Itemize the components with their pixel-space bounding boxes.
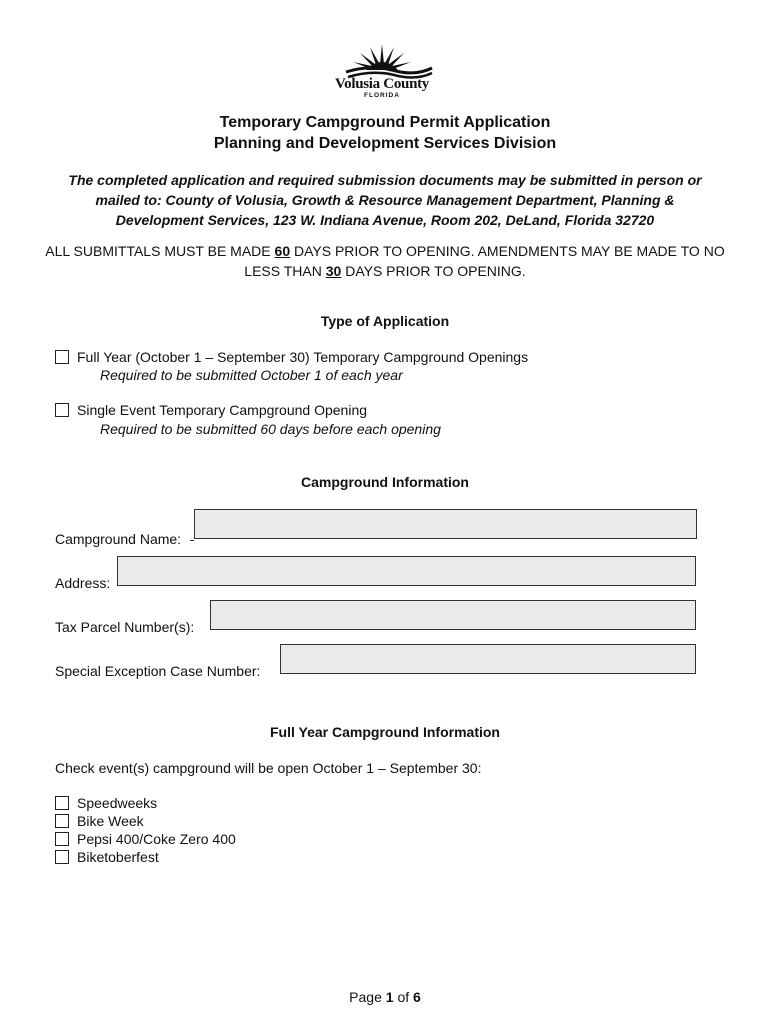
submission-instructions: [30, 170, 740, 230]
single-event-option-label: Single Event Temporary Campground Opening: [77, 402, 368, 418]
notice-days-opening: 60: [274, 243, 291, 259]
campground-name-label: Campground Name:: [55, 531, 182, 547]
biketoberfest-label: Biketoberfest: [77, 849, 159, 865]
type-of-application-heading: Type of Application: [320, 313, 450, 329]
special-exception-label: Special Exception Case Number:: [55, 663, 261, 679]
page-prefix: Page: [349, 989, 386, 1005]
campground-information-heading: Campground Information: [301, 474, 469, 490]
logo-state: FLORIDA: [364, 92, 400, 99]
notice-days-amendment: 30: [325, 263, 342, 279]
field-underline: [190, 540, 194, 541]
division-title: Planning and Development Services Division: [213, 135, 557, 152]
deadline-notice: [40, 241, 730, 281]
special-exception-input[interactable]: [280, 644, 696, 674]
instruction-line: mailed to: County of Volusia, Growth & Resource Management Department, Planning &: [95, 192, 675, 208]
sun-logo-icon: [326, 34, 438, 80]
events-prompt: Check event(s) campground will be open October 1 – September 30:: [55, 760, 482, 776]
page-separator: of: [393, 989, 414, 1005]
speedweeks-label: Speedweeks: [77, 795, 158, 811]
logo-county-name: Volusia County: [334, 76, 430, 92]
pepsi-400-checkbox[interactable]: [55, 832, 69, 846]
tax-parcel-input[interactable]: [210, 600, 696, 630]
instruction-line: The completed application and required submission documents may be submitted in person or: [68, 172, 702, 188]
single-event-option-note: Required to be submitted 60 days before each opening: [100, 421, 441, 437]
speedweeks-checkbox[interactable]: [55, 796, 69, 810]
bike-week-checkbox[interactable]: [55, 814, 69, 828]
biketoberfest-checkbox[interactable]: [55, 850, 69, 864]
full-year-option-note: Required to be submitted October 1 of each year: [100, 367, 403, 383]
notice-text: DAYS PRIOR TO OPENING.: [341, 263, 526, 279]
address-input[interactable]: [117, 556, 696, 586]
full-year-option-label: Full Year (October 1 – September 30) Temporary Campground Openings: [77, 349, 529, 365]
address-label: Address:: [55, 575, 111, 591]
tax-parcel-label: Tax Parcel Number(s):: [55, 619, 195, 635]
notice-text: DAYS PRIOR TO OPENING. AMENDMENTS MAY BE MADE TO NO LESS THAN: [244, 243, 725, 279]
full-year-info-heading: Full Year Campground Information: [270, 724, 500, 740]
county-logo: [326, 34, 438, 100]
page-current: 1: [385, 989, 394, 1005]
instruction-line: Development Services, 123 W. Indiana Avenue, Room 202, DeLand, Florida 32720: [115, 212, 655, 228]
form-title: Temporary Campground Permit Application: [219, 114, 551, 131]
single-event-checkbox[interactable]: [55, 403, 69, 417]
notice-text: ALL SUBMITTALS MUST BE MADE: [45, 243, 275, 259]
full-year-checkbox[interactable]: [55, 350, 69, 364]
bike-week-label: Bike Week: [77, 813, 144, 829]
page-total: 6: [413, 989, 421, 1005]
campground-name-input[interactable]: [194, 509, 697, 539]
pepsi-400-label: Pepsi 400/Coke Zero 400: [77, 831, 236, 847]
page-number: [0, 989, 770, 1005]
